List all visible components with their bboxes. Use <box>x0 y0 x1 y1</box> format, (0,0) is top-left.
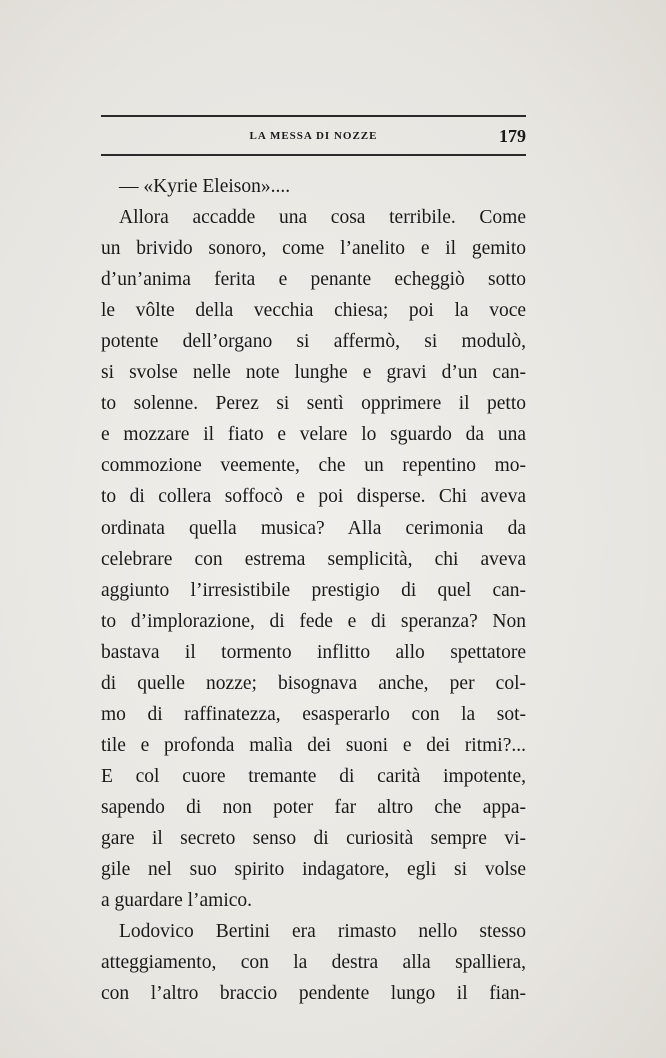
text-line: d’un’anima ferita e penante echeggiò sotto <box>101 269 526 291</box>
running-head <box>101 126 526 150</box>
text-line: aggiunto l’irresistibile prestigio di quel can- <box>101 579 526 601</box>
text-line: un brivido sonoro, come l’anelito e il gemito <box>101 238 526 260</box>
text-line: a guardare l’amico. <box>101 890 253 912</box>
text-line: — «Kyrie Eleison».... <box>119 176 291 197</box>
text-line: si svolse nelle note lunghe e gravi d’un can- <box>101 362 526 384</box>
text-line: sapendo di non poter far altro che appa- <box>101 796 526 818</box>
text-line: e mozzare il fiato e velare lo sguardo da una <box>101 424 526 446</box>
body-text <box>101 171 526 1009</box>
text-line: le vôlte della vecchia chiesa; poi la voce <box>101 300 526 322</box>
text-line: Lodovico Bertini era rimasto nello stesso <box>119 921 526 943</box>
text-line: Allora accadde una cosa terribile. Come <box>119 207 526 229</box>
text-line: con l’altro braccio pendente lungo il fian- <box>101 983 526 1005</box>
text-line: gile nel suo spirito indagatore, egli si volse <box>101 859 526 881</box>
text-line: atteggiamento, con la destra alla spalliera, <box>101 952 526 974</box>
header-rule-bottom <box>101 154 526 156</box>
text-line: to d’implorazione, di fede e di speranza? Non <box>101 610 526 632</box>
text-line: ordinata quella musica? Alla cerimonia da <box>101 517 526 539</box>
text-line: di quelle nozze; bisognava anche, per col- <box>101 672 526 694</box>
page-number: 179 <box>499 126 526 146</box>
text-line: potente dell’organo si affermò, si modulò, <box>101 331 526 353</box>
text-line: celebrare con estrema semplicità, chi aveva <box>101 548 526 570</box>
header-rule-top <box>101 115 526 117</box>
running-title: LA MESSA DI NOZZE <box>249 130 378 142</box>
text-line: bastava il tormento inflitto allo spettatore <box>101 641 526 663</box>
text-line: mo di raffinatezza, esasperarlo con la sot- <box>101 703 526 725</box>
text-line: E col cuore tremante di carità impotente, <box>101 765 526 787</box>
text-line: gare il secreto senso di curiosità sempre vi- <box>101 827 526 849</box>
text-line: to solenne. Perez si sentì opprimere il petto <box>101 393 526 415</box>
text-line: to di collera soffocò e poi disperse. Chi aveva <box>101 486 526 508</box>
text-line: commozione veemente, che un repentino mo- <box>101 455 526 477</box>
text-line: tile e profonda malìa dei suoni e dei ritmi?... <box>101 734 526 756</box>
